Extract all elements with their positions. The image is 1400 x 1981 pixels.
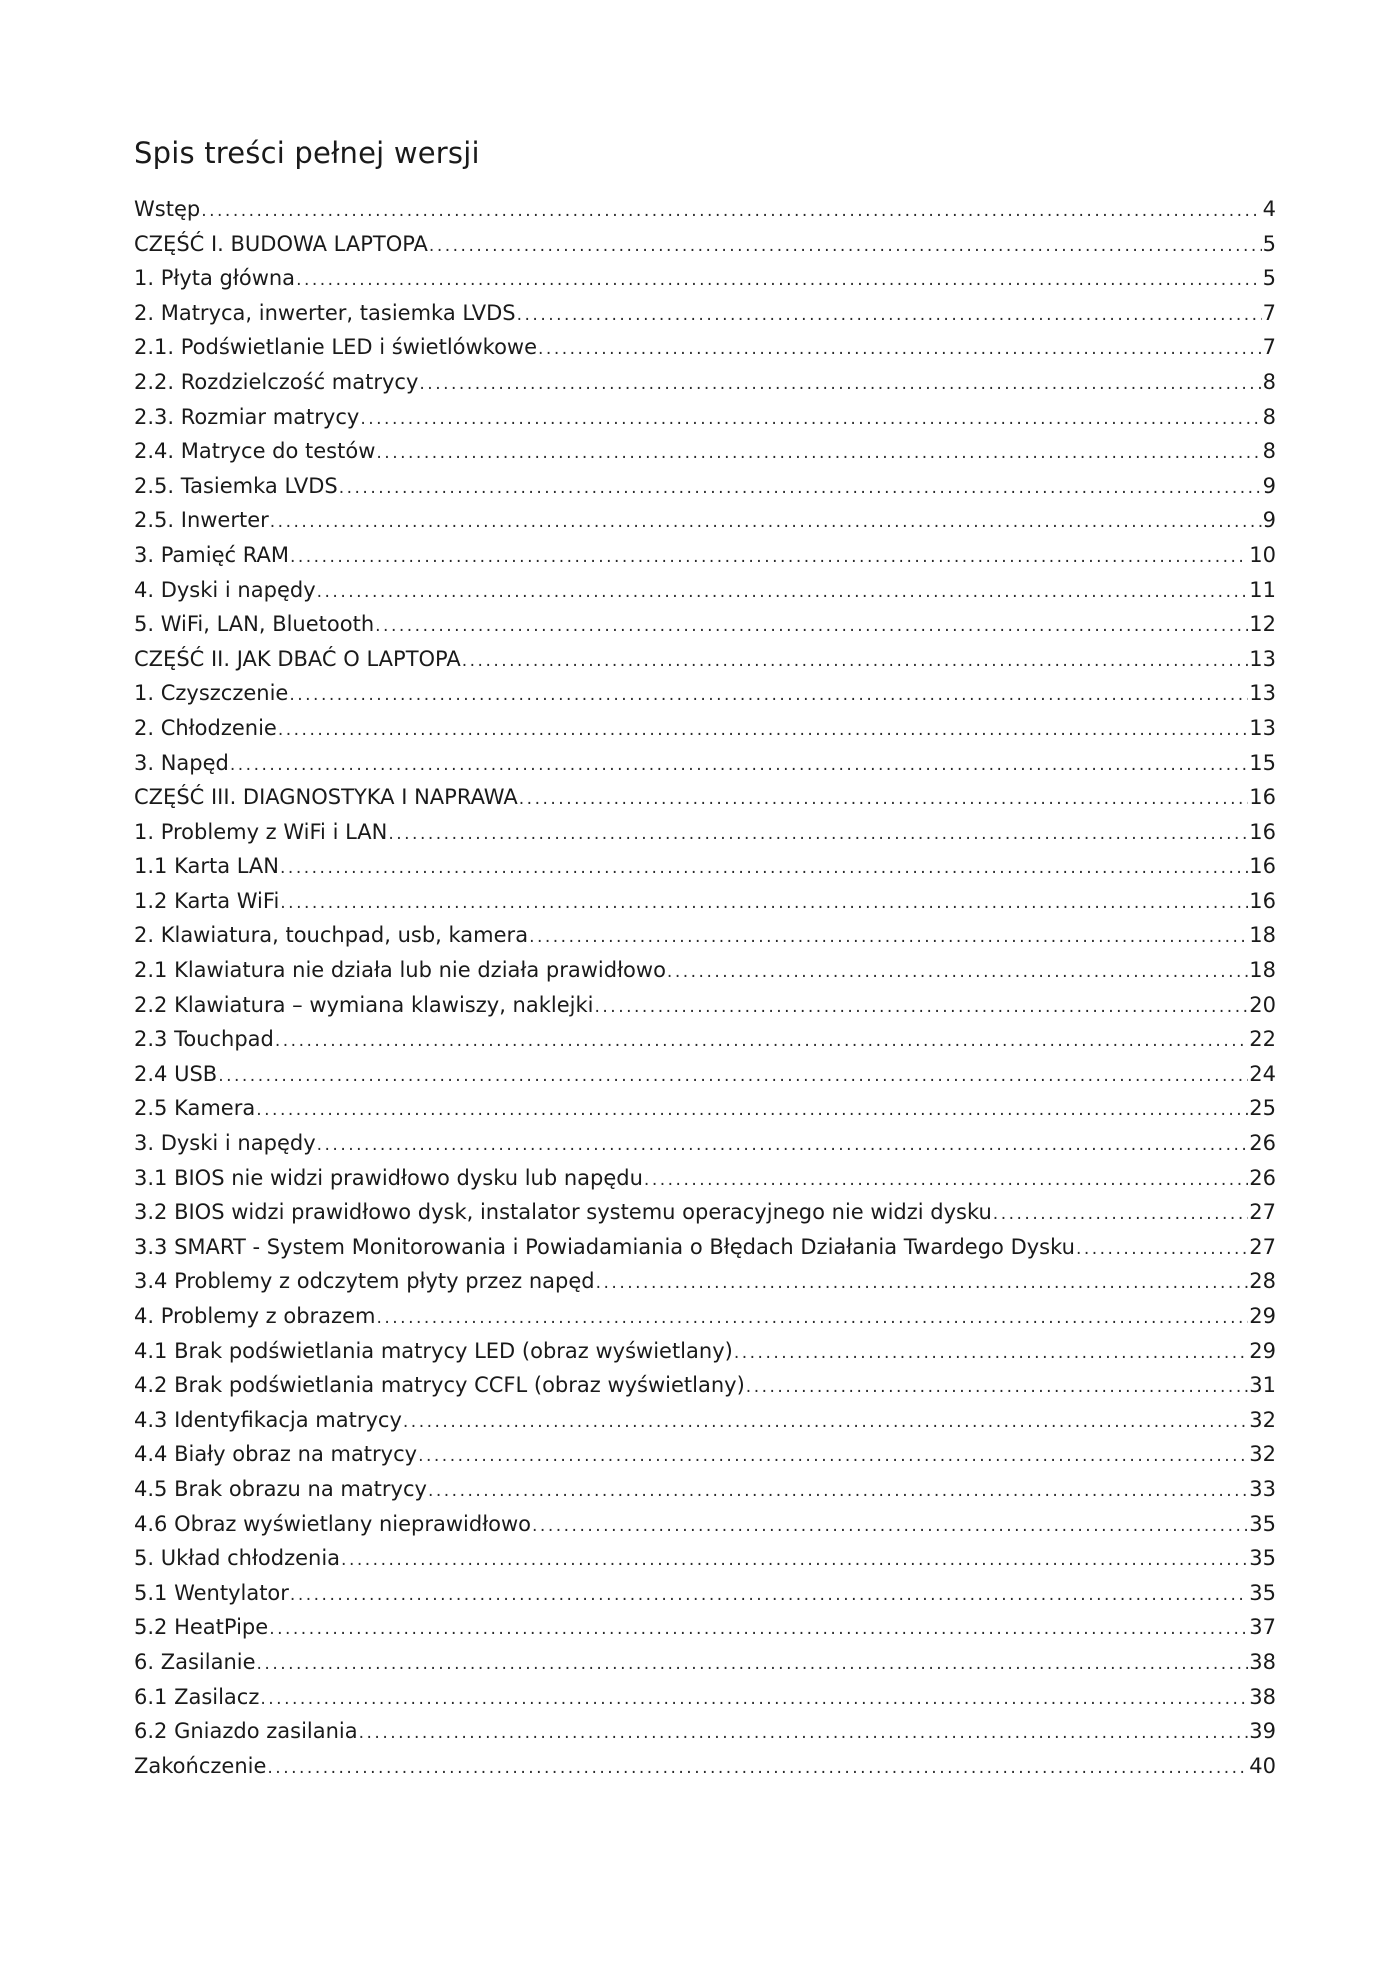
toc-entry-page-number: 38 xyxy=(1249,1684,1276,1709)
toc-entry-label: 5.2 HeatPipe xyxy=(134,1615,269,1640)
toc-dot-leader xyxy=(360,402,1261,435)
toc-entry-label: 3.1 BIOS nie widzi prawidłowo dysku lub napędu xyxy=(134,1165,643,1190)
toc-entry-page-number: 27 xyxy=(1249,1200,1276,1225)
toc-dot-leader xyxy=(260,1682,1248,1715)
toc-dot-leader xyxy=(419,367,1261,400)
toc-entry[interactable] xyxy=(134,1230,1276,1265)
toc-entry-page-number: 20 xyxy=(1249,992,1276,1017)
toc-entry-label: CZĘŚĆ III. DIAGNOSTYKA I NAPRAWA xyxy=(134,785,518,810)
toc-entry-page-number: 13 xyxy=(1249,681,1276,706)
toc-dot-leader xyxy=(376,436,1261,469)
toc-dot-leader xyxy=(538,332,1262,365)
toc-entry-page-number: 28 xyxy=(1249,1269,1276,1294)
table-of-contents xyxy=(134,192,1276,1783)
toc-dot-leader xyxy=(993,1197,1248,1230)
toc-entry-label: 2.5. Tasiemka LVDS xyxy=(134,473,338,498)
toc-entry[interactable] xyxy=(134,1368,1276,1403)
toc-dot-leader xyxy=(269,1612,1248,1645)
toc-dot-leader xyxy=(428,1474,1248,1507)
toc-entry[interactable] xyxy=(134,1161,1276,1196)
toc-dot-leader xyxy=(267,1751,1248,1784)
toc-entry[interactable] xyxy=(134,746,1276,781)
toc-entry-label: 6.2 Gniazdo zasilania xyxy=(134,1719,358,1744)
toc-entry[interactable] xyxy=(134,780,1276,815)
toc-entry[interactable] xyxy=(134,988,1276,1023)
toc-entry[interactable] xyxy=(134,884,1276,919)
toc-dot-leader xyxy=(290,540,1248,573)
toc-entry-label: CZĘŚĆ II. JAK DBAĆ O LAPTOPA xyxy=(134,646,461,671)
toc-entry[interactable] xyxy=(134,1057,1276,1092)
toc-entry-page-number: 9 xyxy=(1262,508,1276,533)
toc-entry[interactable] xyxy=(134,434,1276,469)
toc-entry-label: 3.3 SMART - System Monitorowania i Powiadamiania o Błędach Działania Twardego Dysku xyxy=(134,1234,1075,1259)
toc-dot-leader xyxy=(280,851,1248,884)
toc-entry[interactable] xyxy=(134,1403,1276,1438)
toc-entry[interactable] xyxy=(134,1264,1276,1299)
toc-entry-label: 2.5. Inwerter xyxy=(134,508,269,533)
toc-entry-label: 2.4. Matryce do testów xyxy=(134,439,376,464)
toc-entry-page-number: 37 xyxy=(1249,1615,1276,1640)
toc-entry[interactable] xyxy=(134,1195,1276,1230)
toc-dot-leader xyxy=(519,782,1249,815)
toc-dot-leader xyxy=(462,644,1249,677)
toc-entry-label: 2.3. Rozmiar matrycy xyxy=(134,404,360,429)
toc-entry[interactable] xyxy=(134,365,1276,400)
toc-entry-page-number: 33 xyxy=(1249,1476,1276,1501)
toc-entry-label: 4.3 Identyfikacja matrycy xyxy=(134,1407,402,1432)
toc-entry-page-number: 8 xyxy=(1262,404,1276,429)
toc-entry-label: 1.1 Karta LAN xyxy=(134,854,280,879)
toc-entry[interactable] xyxy=(134,1507,1276,1542)
toc-entry[interactable] xyxy=(134,1091,1276,1126)
toc-entry-label: 4.5 Brak obrazu na matrycy xyxy=(134,1476,427,1501)
toc-entry-page-number: 32 xyxy=(1249,1407,1276,1432)
toc-entry-label: 2. Matryca, inwerter, tasiemka LVDS xyxy=(134,300,516,325)
toc-dot-leader xyxy=(278,713,1248,746)
toc-entry-label: 6.1 Zasilacz xyxy=(134,1684,260,1709)
toc-entry[interactable] xyxy=(134,1022,1276,1057)
toc-entry[interactable] xyxy=(134,607,1276,642)
toc-entry[interactable] xyxy=(134,1299,1276,1334)
toc-dot-leader xyxy=(341,1543,1248,1576)
toc-entry-label: 2. Klawiatura, touchpad, usb, kamera xyxy=(134,923,529,948)
toc-entry-page-number: 16 xyxy=(1249,785,1276,810)
toc-entry-label: 4.2 Brak podświetlania matrycy CCFL (obraz wyświetlany) xyxy=(134,1373,745,1398)
toc-entry-page-number: 32 xyxy=(1249,1442,1276,1467)
toc-entry[interactable] xyxy=(134,1749,1276,1784)
toc-entry-label: 4.6 Obraz wyświetlany nieprawidłowo xyxy=(134,1511,532,1536)
toc-entry-label: Wstęp xyxy=(134,197,201,221)
toc-entry-page-number: 7 xyxy=(1262,335,1276,360)
toc-entry-page-number: 16 xyxy=(1249,819,1276,844)
toc-entry-page-number: 26 xyxy=(1249,1131,1276,1156)
toc-entry-label: 5. WiFi, LAN, Bluetooth xyxy=(134,612,375,637)
toc-entry-label: 4. Problemy z obrazem xyxy=(134,1304,376,1328)
toc-dot-leader xyxy=(218,1059,1248,1092)
toc-dot-leader xyxy=(275,1024,1248,1057)
toc-entry-page-number: 27 xyxy=(1249,1234,1276,1259)
toc-dot-leader xyxy=(256,1093,1248,1126)
toc-dot-leader xyxy=(289,678,1248,711)
toc-entry-label: 1. Płyta główna xyxy=(134,266,296,291)
toc-entry[interactable] xyxy=(134,1437,1276,1472)
toc-entry-label: 6. Zasilanie xyxy=(134,1649,256,1674)
toc-entry-page-number: 26 xyxy=(1249,1165,1276,1190)
toc-entry[interactable] xyxy=(134,1680,1276,1715)
toc-entry-label: 3. Napęd xyxy=(134,750,229,775)
toc-dot-leader xyxy=(667,955,1248,988)
toc-entry-label: 3.2 BIOS widzi prawidłowo dysk, instalator systemu operacyjnego nie widzi dysku xyxy=(134,1200,992,1225)
toc-entry-page-number: 29 xyxy=(1249,1338,1276,1363)
toc-dot-leader xyxy=(746,1370,1248,1403)
toc-entry-label: 3. Pamięć RAM xyxy=(134,542,289,567)
toc-entry-page-number: 10 xyxy=(1249,542,1276,567)
toc-entry[interactable] xyxy=(134,676,1276,711)
toc-entry[interactable] xyxy=(134,642,1276,677)
toc-dot-leader xyxy=(257,1647,1249,1680)
toc-entry[interactable] xyxy=(134,711,1276,746)
toc-entry[interactable] xyxy=(134,573,1276,608)
toc-entry-label: 2.5 Kamera xyxy=(134,1096,256,1121)
toc-entry-label: 2.2. Rozdzielczość matrycy xyxy=(134,369,419,394)
toc-entry-label: 2. Chłodzenie xyxy=(134,715,277,740)
toc-entry-page-number: 29 xyxy=(1249,1304,1276,1328)
toc-entry[interactable] xyxy=(134,469,1276,504)
toc-dot-leader xyxy=(296,263,1262,296)
toc-entry-page-number: 22 xyxy=(1249,1027,1276,1052)
toc-entry-label: 2.1. Podświetlanie LED i świetlówkowe xyxy=(134,335,538,360)
toc-entry-label: 5.1 Wentylator xyxy=(134,1580,289,1605)
toc-entry-label: 3. Dyski i napędy xyxy=(134,1131,316,1156)
toc-dot-leader xyxy=(594,990,1248,1023)
toc-dot-leader xyxy=(388,817,1248,850)
toc-dot-leader xyxy=(290,1578,1248,1611)
toc-entry-page-number: 8 xyxy=(1262,439,1276,464)
toc-entry-page-number: 4 xyxy=(1262,197,1276,221)
toc-entry-page-number: 13 xyxy=(1249,715,1276,740)
toc-entry-label: 2.1 Klawiatura nie działa lub nie działa prawidłowo xyxy=(134,958,666,983)
toc-entry-page-number: 5 xyxy=(1262,266,1276,291)
toc-dot-leader xyxy=(339,471,1262,504)
toc-dot-leader xyxy=(532,1509,1248,1542)
toc-entry-page-number: 11 xyxy=(1249,577,1276,602)
toc-dot-leader xyxy=(317,575,1249,608)
toc-entry[interactable] xyxy=(134,815,1276,850)
toc-entry-page-number: 9 xyxy=(1262,473,1276,498)
toc-entry[interactable] xyxy=(134,849,1276,884)
toc-entry[interactable] xyxy=(134,296,1276,331)
toc-entry-page-number: 18 xyxy=(1249,923,1276,948)
toc-entry-page-number: 5 xyxy=(1262,231,1276,256)
toc-entry[interactable] xyxy=(134,330,1276,365)
toc-entry-page-number: 16 xyxy=(1249,854,1276,879)
toc-dot-leader xyxy=(644,1163,1248,1196)
toc-dot-leader xyxy=(375,609,1248,642)
toc-entry-label: 1. Czyszczenie xyxy=(134,681,289,706)
toc-entry[interactable] xyxy=(134,1645,1276,1680)
toc-entry-page-number: 31 xyxy=(1249,1373,1276,1398)
toc-entry-label: 2.2 Klawiatura – wymiana klawiszy, naklejki xyxy=(134,992,594,1017)
toc-entry-label: 4. Dyski i napędy xyxy=(134,577,316,602)
toc-entry-label: 1. Problemy z WiFi i LAN xyxy=(134,819,388,844)
toc-entry-label: 1.2 Karta WiFi xyxy=(134,888,280,913)
toc-entry-page-number: 35 xyxy=(1249,1546,1276,1571)
toc-entry[interactable] xyxy=(134,503,1276,538)
toc-entry-label: 2.4 USB xyxy=(134,1061,218,1086)
toc-entry-label: 5. Układ chłodzenia xyxy=(134,1546,341,1571)
toc-entry-page-number: 40 xyxy=(1249,1753,1276,1778)
toc-entry[interactable] xyxy=(134,538,1276,573)
toc-dot-leader xyxy=(418,1439,1248,1472)
toc-entry-page-number: 13 xyxy=(1249,646,1276,671)
toc-entry-page-number: 39 xyxy=(1249,1719,1276,1744)
toc-entry-page-number: 38 xyxy=(1249,1649,1276,1674)
toc-dot-leader xyxy=(270,505,1262,538)
toc-dot-leader xyxy=(280,886,1248,919)
toc-entry[interactable] xyxy=(134,1576,1276,1611)
toc-entry-label: 4.4 Biały obraz na matrycy xyxy=(134,1442,418,1467)
toc-dot-leader xyxy=(529,920,1248,953)
toc-dot-leader xyxy=(376,1301,1248,1334)
toc-entry-page-number: 35 xyxy=(1249,1580,1276,1605)
toc-entry-label: Zakończenie xyxy=(134,1753,267,1778)
toc-entry[interactable] xyxy=(134,192,1276,227)
toc-dot-leader xyxy=(1076,1232,1248,1265)
toc-dot-leader xyxy=(596,1266,1249,1299)
toc-entry-label: 2.3 Touchpad xyxy=(134,1027,274,1052)
toc-entry[interactable] xyxy=(134,918,1276,953)
toc-entry[interactable] xyxy=(134,1472,1276,1507)
toc-entry[interactable] xyxy=(134,261,1276,296)
page-title: Spis treści pełnej wersji xyxy=(134,136,480,170)
toc-entry-page-number: 12 xyxy=(1249,612,1276,637)
toc-entry[interactable] xyxy=(134,227,1276,262)
toc-entry[interactable] xyxy=(134,1126,1276,1161)
toc-entry-page-number: 18 xyxy=(1249,958,1276,983)
toc-entry-label: CZĘŚĆ I. BUDOWA LAPTOPA xyxy=(134,231,428,256)
toc-dot-leader xyxy=(517,298,1262,331)
toc-dot-leader xyxy=(201,194,1261,227)
toc-entry-page-number: 8 xyxy=(1262,369,1276,394)
toc-entry[interactable] xyxy=(134,1334,1276,1369)
toc-entry-page-number: 25 xyxy=(1249,1096,1276,1121)
toc-entry[interactable] xyxy=(134,400,1276,435)
toc-dot-leader xyxy=(317,1128,1249,1161)
toc-dot-leader xyxy=(359,1716,1249,1749)
toc-dot-leader xyxy=(230,748,1248,781)
toc-entry[interactable] xyxy=(134,1610,1276,1645)
toc-entry-page-number: 15 xyxy=(1249,750,1276,775)
toc-entry-label: 3.4 Problemy z odczytem płyty przez napęd xyxy=(134,1269,595,1294)
toc-entry[interactable] xyxy=(134,1541,1276,1576)
toc-entry-page-number: 35 xyxy=(1249,1511,1276,1536)
toc-entry[interactable] xyxy=(134,1714,1276,1749)
toc-entry-page-number: 16 xyxy=(1249,888,1276,913)
toc-entry[interactable] xyxy=(134,953,1276,988)
toc-dot-leader xyxy=(734,1336,1248,1369)
toc-entry-page-number: 7 xyxy=(1262,300,1276,325)
toc-entry-label: 4.1 Brak podświetlania matrycy LED (obraz wyświetlany) xyxy=(134,1338,733,1363)
toc-dot-leader xyxy=(429,229,1262,262)
toc-dot-leader xyxy=(403,1405,1248,1438)
toc-entry-page-number: 24 xyxy=(1249,1061,1276,1086)
